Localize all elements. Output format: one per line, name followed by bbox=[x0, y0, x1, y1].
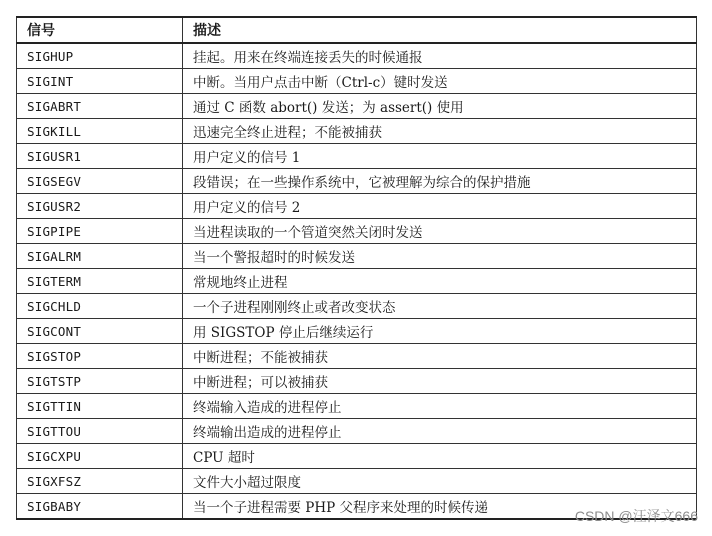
signal-description: 通过 C 函数 abort() 发送；为 assert() 使用 bbox=[183, 94, 697, 119]
table-row bbox=[17, 444, 697, 469]
signal-name: SIGCHLD bbox=[17, 294, 183, 319]
table-row bbox=[17, 469, 697, 494]
table-row bbox=[17, 294, 697, 319]
table-row bbox=[17, 394, 697, 419]
signal-description: 当进程读取的一个管道突然关闭时发送 bbox=[183, 219, 697, 244]
signal-description: 段错误；在一些操作系统中，它被理解为综合的保护措施 bbox=[183, 169, 697, 194]
table-row bbox=[17, 244, 697, 269]
table-row bbox=[17, 194, 697, 219]
signal-name: SIGTTOU bbox=[17, 419, 183, 444]
signal-name: SIGINT bbox=[17, 69, 183, 94]
signal-description: 用户定义的信号 1 bbox=[183, 144, 697, 169]
watermark: CSDN @汪泽文666 bbox=[574, 508, 698, 524]
table-row bbox=[17, 94, 697, 119]
signal-name: SIGHUP bbox=[17, 43, 183, 69]
signal-name: SIGKILL bbox=[17, 119, 183, 144]
signal-description: 一个子进程刚刚终止或者改变状态 bbox=[183, 294, 697, 319]
header-description: 描述 bbox=[183, 17, 697, 43]
signal-description: 中断进程；可以被捕获 bbox=[183, 369, 697, 394]
table-row bbox=[17, 419, 697, 444]
table-header-row bbox=[17, 17, 697, 43]
signal-name: SIGTTIN bbox=[17, 394, 183, 419]
signal-name: SIGCXPU bbox=[17, 444, 183, 469]
signal-description: 当一个子进程需要 PHP 父程序来处理的时候传递 bbox=[183, 494, 697, 520]
signal-description: 终端输入造成的进程停止 bbox=[183, 394, 697, 419]
table-row bbox=[17, 369, 697, 394]
signal-description: 用户定义的信号 2 bbox=[183, 194, 697, 219]
signal-name: SIGPIPE bbox=[17, 219, 183, 244]
table-row bbox=[17, 269, 697, 294]
signal-description: 终端输出造成的进程停止 bbox=[183, 419, 697, 444]
signal-description: 中断。当用户点击中断（Ctrl-c）键时发送 bbox=[183, 69, 697, 94]
signal-name: SIGUSR2 bbox=[17, 194, 183, 219]
signal-description: 挂起。用来在终端连接丢失的时候通报 bbox=[183, 43, 697, 69]
signal-name: SIGSTOP bbox=[17, 344, 183, 369]
signal-table bbox=[16, 16, 697, 520]
signal-description: 文件大小超过限度 bbox=[183, 469, 697, 494]
header-signal: 信号 bbox=[17, 17, 183, 43]
table-row bbox=[17, 69, 697, 94]
signal-description: 常规地终止进程 bbox=[183, 269, 697, 294]
signal-description: 用 SIGSTOP 停止后继续运行 bbox=[183, 319, 697, 344]
table-row bbox=[17, 169, 697, 194]
signal-description: 中断进程；不能被捕获 bbox=[183, 344, 697, 369]
table-body bbox=[17, 43, 697, 519]
signal-name: SIGSEGV bbox=[17, 169, 183, 194]
table-row bbox=[17, 319, 697, 344]
signal-name: SIGBABY bbox=[17, 494, 183, 520]
table-row bbox=[17, 119, 697, 144]
signal-name: SIGUSR1 bbox=[17, 144, 183, 169]
table-row bbox=[17, 344, 697, 369]
signal-name: SIGCONT bbox=[17, 319, 183, 344]
signal-name: SIGALRM bbox=[17, 244, 183, 269]
table-row bbox=[17, 219, 697, 244]
signal-description: 当一个警报超时的时候发送 bbox=[183, 244, 697, 269]
table-row bbox=[17, 43, 697, 69]
signal-name: SIGTSTP bbox=[17, 369, 183, 394]
signal-description: 迅速完全终止进程；不能被捕获 bbox=[183, 119, 697, 144]
signal-description: CPU 超时 bbox=[183, 444, 697, 469]
signal-name: SIGABRT bbox=[17, 94, 183, 119]
signal-name: SIGTERM bbox=[17, 269, 183, 294]
signal-name: SIGXFSZ bbox=[17, 469, 183, 494]
table-row bbox=[17, 144, 697, 169]
